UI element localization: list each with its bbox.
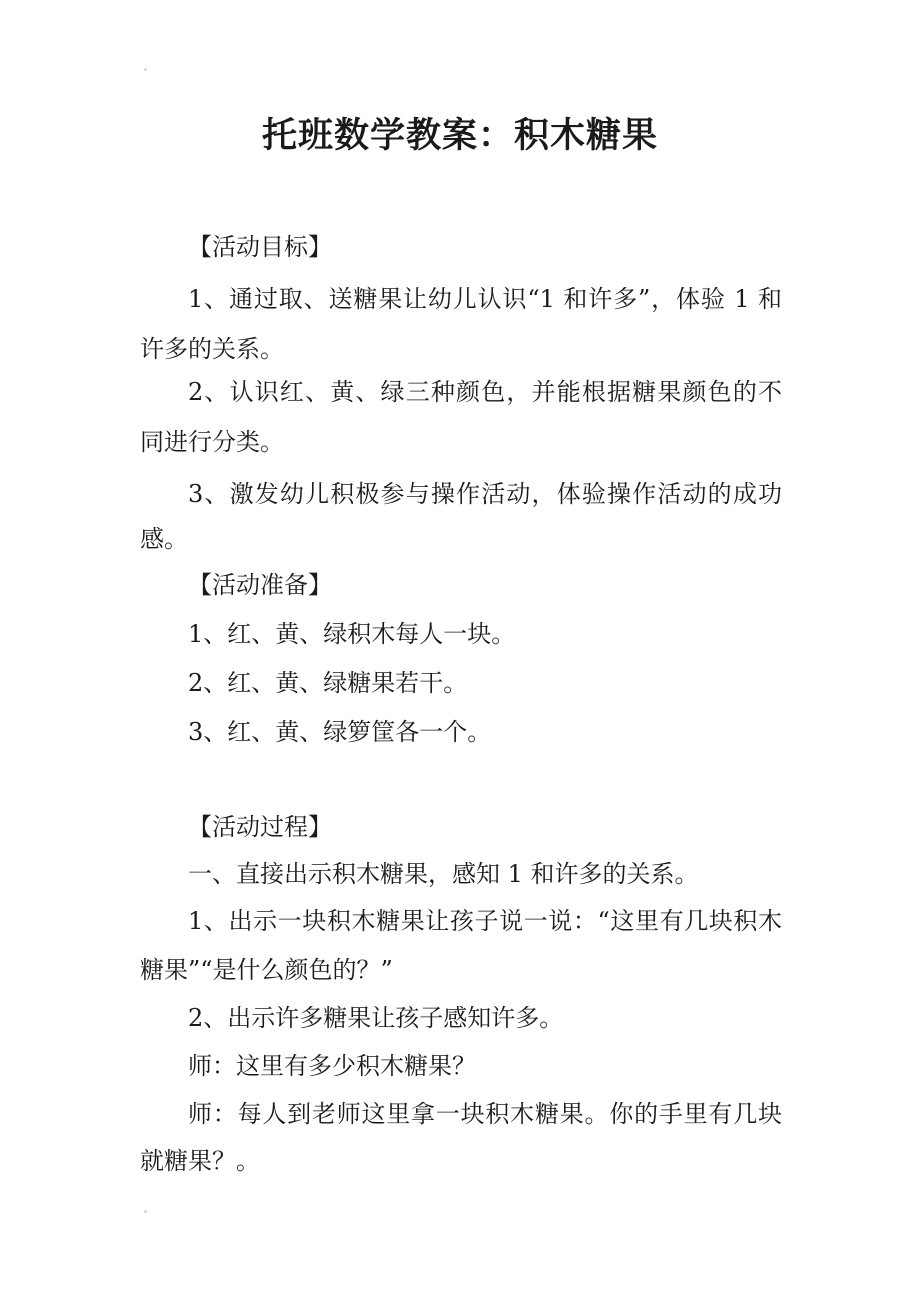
process-item-1-line-1: 1、出示一块积木糖果让孩子说一说：“这里有几块积木 xyxy=(188,907,782,935)
scan-dot-top xyxy=(144,68,147,71)
preparation-item-1: 1、红、黄、绿积木每人一块。 xyxy=(188,620,516,648)
process-teacher-line-1: 师：这里有多少积木糖果？ xyxy=(188,1052,476,1080)
goals-item-2-line-1: 2、认识红、黄、绿三种颜色，并能根据糖果颜色的不 xyxy=(188,378,782,406)
preparation-item-3: 3、红、黄、绿箩筐各一个。 xyxy=(188,718,492,746)
process-heading: 【活动过程】 xyxy=(188,813,332,841)
process-step-1: 一、直接出示积木糖果，感知 1 和许多的关系。 xyxy=(188,860,699,888)
goals-item-3-line-2: 感。 xyxy=(140,525,188,553)
document-title: 托班数学教案：积木糖果 xyxy=(261,116,658,156)
preparation-heading: 【活动准备】 xyxy=(188,571,332,599)
process-item-2: 2、出示许多糖果让孩子感知许多。 xyxy=(188,1004,564,1032)
process-teacher-line-2a: 师：每人到老师这里拿一块积木糖果。你的手里有几块 xyxy=(188,1100,782,1128)
preparation-item-2: 2、红、黄、绿糖果若干。 xyxy=(188,669,468,697)
goals-item-1-line-2: 许多的关系。 xyxy=(140,335,284,363)
process-teacher-line-2b: 就糖果？。 xyxy=(140,1147,260,1175)
scan-dot-bottom xyxy=(144,1210,147,1213)
goals-item-3-line-1: 3、激发幼儿积极参与操作活动，体验操作活动的成功 xyxy=(188,480,782,508)
goals-heading: 【活动目标】 xyxy=(188,233,332,261)
process-item-1-line-2: 糖果”“是什么颜色的？” xyxy=(140,956,393,984)
goals-item-1-line-1: 1、通过取、送糖果让幼儿认识“1 和许多”，体验 1 和 xyxy=(188,285,782,313)
goals-item-2-line-2: 同进行分类。 xyxy=(140,428,284,456)
